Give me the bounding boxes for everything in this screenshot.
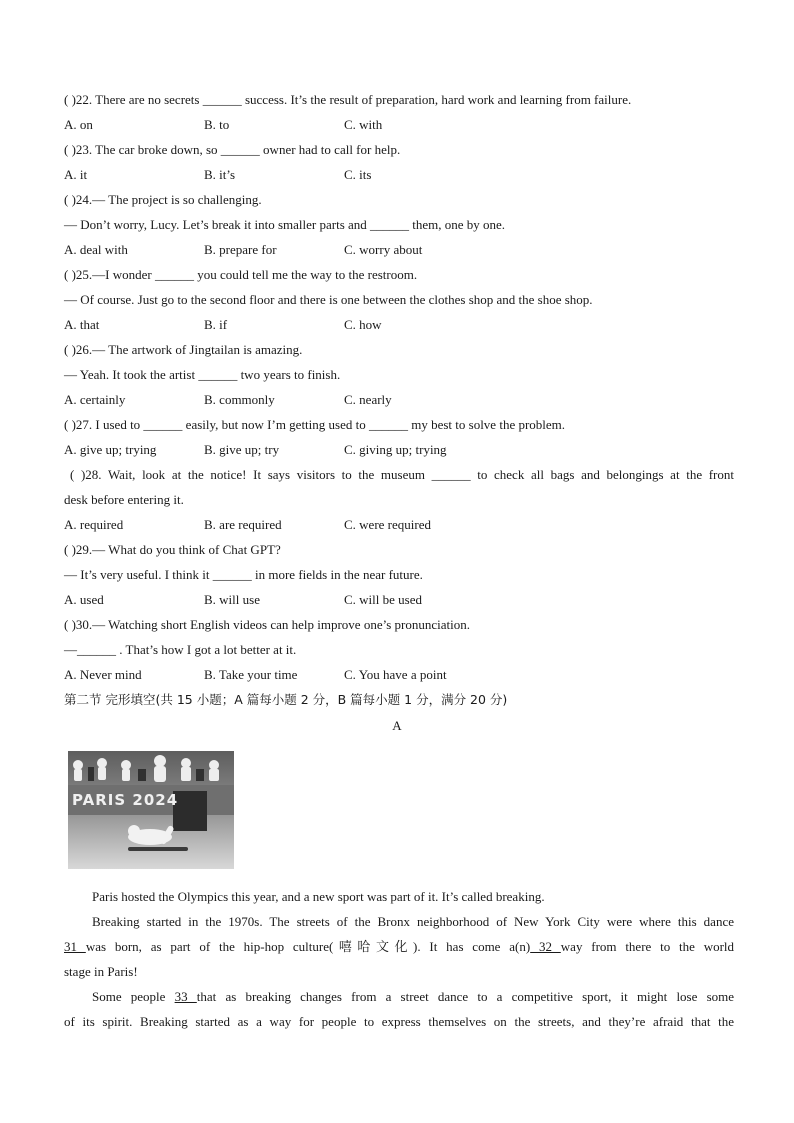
p3-line-1 <box>64 984 734 1009</box>
p3-line-1a: Some people <box>92 989 175 1004</box>
p2-line-3: stage in Paris! <box>64 964 138 979</box>
q22-option-c: C. with <box>344 117 383 132</box>
question-24-reply: — Don’t worry, Lucy. Let’s break it into smaller parts and ______ them, one by one. <box>64 217 506 232</box>
section-title: 第二节 完形填空(共 15 小题；A 篇每小题 2 分，B 篇每小题 1 分，满分 20 分) <box>64 692 508 707</box>
q24-option-c: C. worry about <box>344 242 423 257</box>
q24-option-b: B. prepare for <box>204 242 277 257</box>
q28-option-b: B. are required <box>204 517 282 532</box>
question-26-reply: — Yeah. It took the artist ______ two years to finish. <box>64 367 341 382</box>
paris-2024-sign: PARIS 2024 <box>72 791 179 809</box>
passage-paragraph-1: Paris hosted the Olympics this year, and a new sport was part of it. It’s called breaking. <box>92 889 545 904</box>
question-29-stem: ( )29.— What do you think of Chat GPT? <box>64 542 281 557</box>
question-28-stem-line-2: desk before entering it. <box>64 492 184 507</box>
blank-32: 32 <box>530 939 561 954</box>
passage-paragraph-3 <box>64 984 734 1034</box>
question-30-reply: —______ . That’s how I got a lot better at it. <box>64 642 297 657</box>
q27-option-b: B. give up; try <box>204 442 280 457</box>
q25-option-a: A. that <box>64 317 100 332</box>
p3-line-1b: that as breaking changes from a street dance to a competitive sport, it might lose some <box>196 989 735 1004</box>
q28-line1-text: ( )28. Wait, look at the notice! It says visitors to the museum ______ to check all bags and belongings at the front <box>70 467 734 482</box>
q26-option-b: B. commonly <box>204 392 275 407</box>
question-27-stem: ( )27. I used to ______ easily, but now I’m getting used to ______ my best to solve the problem. <box>64 417 566 432</box>
p3-line-2: of its spirit. Breaking started as a way for people to express themselves on the streets, and they’re afraid that the <box>64 1014 734 1029</box>
q23-option-a: A. it <box>64 167 88 182</box>
q30-option-c: C. You have a point <box>344 667 447 682</box>
p2-line-2b: way from there to the world <box>560 939 735 954</box>
blank-31: 31 <box>64 939 86 954</box>
p2-line-2 <box>64 934 734 959</box>
question-25-stem: ( )25.—I wonder ______ you could tell me the way to the restroom. <box>64 267 418 282</box>
q26-option-a: A. certainly <box>64 392 126 407</box>
question-22-stem: ( )22. There are no secrets ______ success. It’s the result of preparation, hard work and learning from failure. <box>64 92 632 107</box>
q24-option-a: A. deal with <box>64 242 128 257</box>
q26-option-c: C. nearly <box>344 392 392 407</box>
passage-label: A <box>392 718 402 733</box>
q29-option-b: B. will use <box>204 592 260 607</box>
q29-option-a: A. used <box>64 592 104 607</box>
q27-option-a: A. give up; trying <box>64 442 157 457</box>
question-26-stem: ( )26.— The artwork of Jingtailan is amazing. <box>64 342 303 357</box>
q30-option-a: A. Never mind <box>64 667 142 682</box>
q27-option-c: C. giving up; trying <box>344 442 447 457</box>
q28-option-c: C. were required <box>344 517 431 532</box>
q29-option-c: C. will be used <box>344 592 422 607</box>
question-28-stem-line-1 <box>70 467 734 483</box>
question-30-stem: ( )30.— Watching short English videos can help improve one’s pronunciation. <box>64 617 470 632</box>
q30-option-b: B. Take your time <box>204 667 298 682</box>
q22-option-a: A. on <box>64 117 93 132</box>
q22-option-b: B. to <box>204 117 230 132</box>
q25-option-c: C. how <box>344 317 382 332</box>
question-23-stem: ( )23. The car broke down, so ______ owner had to call for help. <box>64 142 401 157</box>
q28-option-a: A. required <box>64 517 124 532</box>
question-29-reply: — It’s very useful. I think it ______ in more fields in the near future. <box>64 567 423 582</box>
question-25-reply: — Of course. Just go to the second floor and there is one between the clothes shop and the shoe shop. <box>64 292 593 307</box>
p2-line-1: Breaking started in the 1970s. The streets of the Bronx neighborhood of New York City were where this dance <box>92 914 734 929</box>
q23-option-c: C. its <box>344 167 372 182</box>
blank-33: 33 <box>174 989 197 1004</box>
q25-option-b: B. if <box>204 317 228 332</box>
q23-option-b: B. it’s <box>204 167 236 182</box>
breaking-photo <box>68 751 234 869</box>
question-24-stem: ( )24.— The project is so challenging. <box>64 192 262 207</box>
passage-paragraph-2 <box>64 909 734 984</box>
breaking-photo-graphic <box>68 751 234 869</box>
p2-line-2a: was born, as part of the hip-hop culture(嘻哈文化). It has come a(n) <box>85 939 531 954</box>
